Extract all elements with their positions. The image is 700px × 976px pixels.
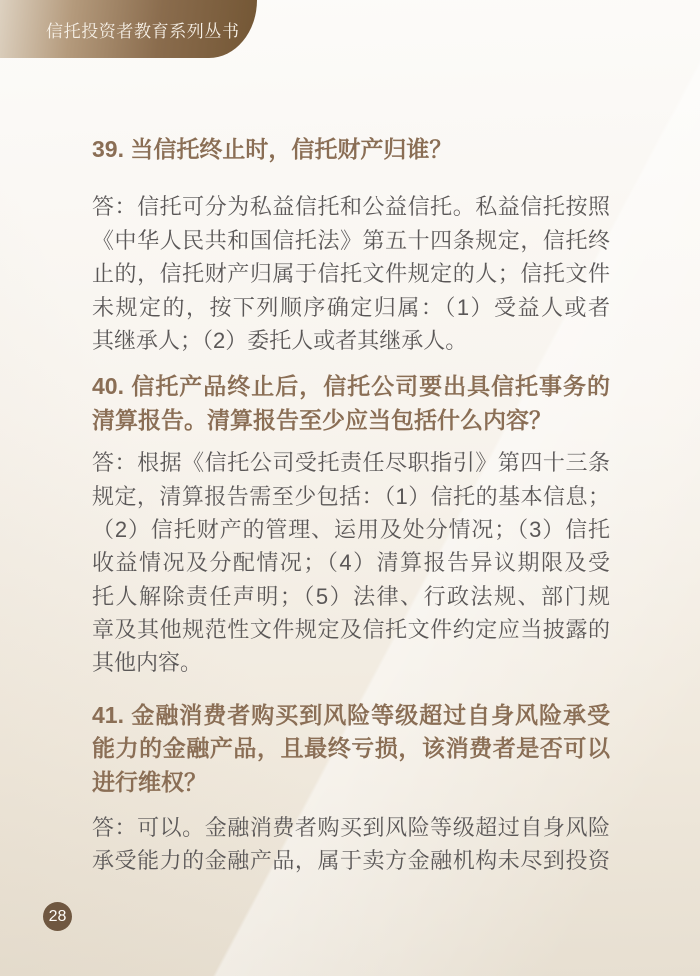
question-line: 清算报告。清算报告至少应当包括什么内容？	[92, 406, 552, 433]
question-40-heading	[92, 370, 610, 437]
answer-39-paragraph	[92, 190, 610, 357]
answer-line: 章及其他规范性文件规定及信托文件约定应当披露的	[92, 617, 610, 643]
answer-line: 止的，信托财产归属于信托文件规定的人；信托文件	[92, 261, 610, 287]
answer-line: 其继承人；（2）委托人或者其继承人。	[92, 327, 468, 353]
answer-41-paragraph	[92, 811, 610, 878]
question-39-heading	[92, 133, 610, 166]
page-number: 28	[48, 907, 67, 925]
answer-line: 答：信托可分为私益信托和公益信托。私益信托按照	[92, 194, 610, 220]
answer-line: 规定，清算报告需至少包括：（1）信托的基本信息；	[92, 483, 610, 509]
question-line: 能力的金融产品，且最终亏损，该消费者是否可以	[92, 735, 610, 762]
question-line: 39. 当信托终止时，信托财产归谁？	[92, 136, 453, 162]
question-line: 进行维权？	[92, 768, 207, 795]
answer-line: 收益情况及分配情况；（4）清算报告异议期限及受	[92, 550, 610, 576]
header-banner	[0, 0, 257, 58]
answer-line: （2）信托财产的管理、运用及处分情况；（3）信托	[92, 516, 610, 542]
page-content	[92, 133, 610, 878]
question-line: 40. 信托产品终止后，信托公司要出具信托事务的	[92, 373, 610, 400]
question-line: 41. 金融消费者购买到风险等级超过自身风险承受	[92, 701, 610, 728]
answer-line: 承受能力的金融产品，属于卖方金融机构未尽到投资	[92, 848, 610, 874]
answer-40-paragraph	[92, 446, 610, 680]
answer-line: 答：根据《信托公司受托责任尽职指引》第四十三条	[92, 450, 610, 476]
answer-line: 未规定的，按下列顺序确定归属：（1）受益人或者	[92, 294, 610, 320]
series-title: 信托投资者教育系列丛书	[46, 21, 240, 41]
question-41-heading	[92, 699, 610, 799]
answer-line: 答：可以。金融消费者购买到风险等级超过自身风险	[92, 815, 610, 841]
page-number-badge	[43, 902, 72, 931]
answer-line: 托人解除责任声明；（5）法律、行政法规、部门规	[92, 583, 610, 609]
answer-line: 其他内容。	[92, 650, 203, 676]
answer-line: 《中华人民共和国信托法》第五十四条规定，信托终	[92, 227, 610, 253]
